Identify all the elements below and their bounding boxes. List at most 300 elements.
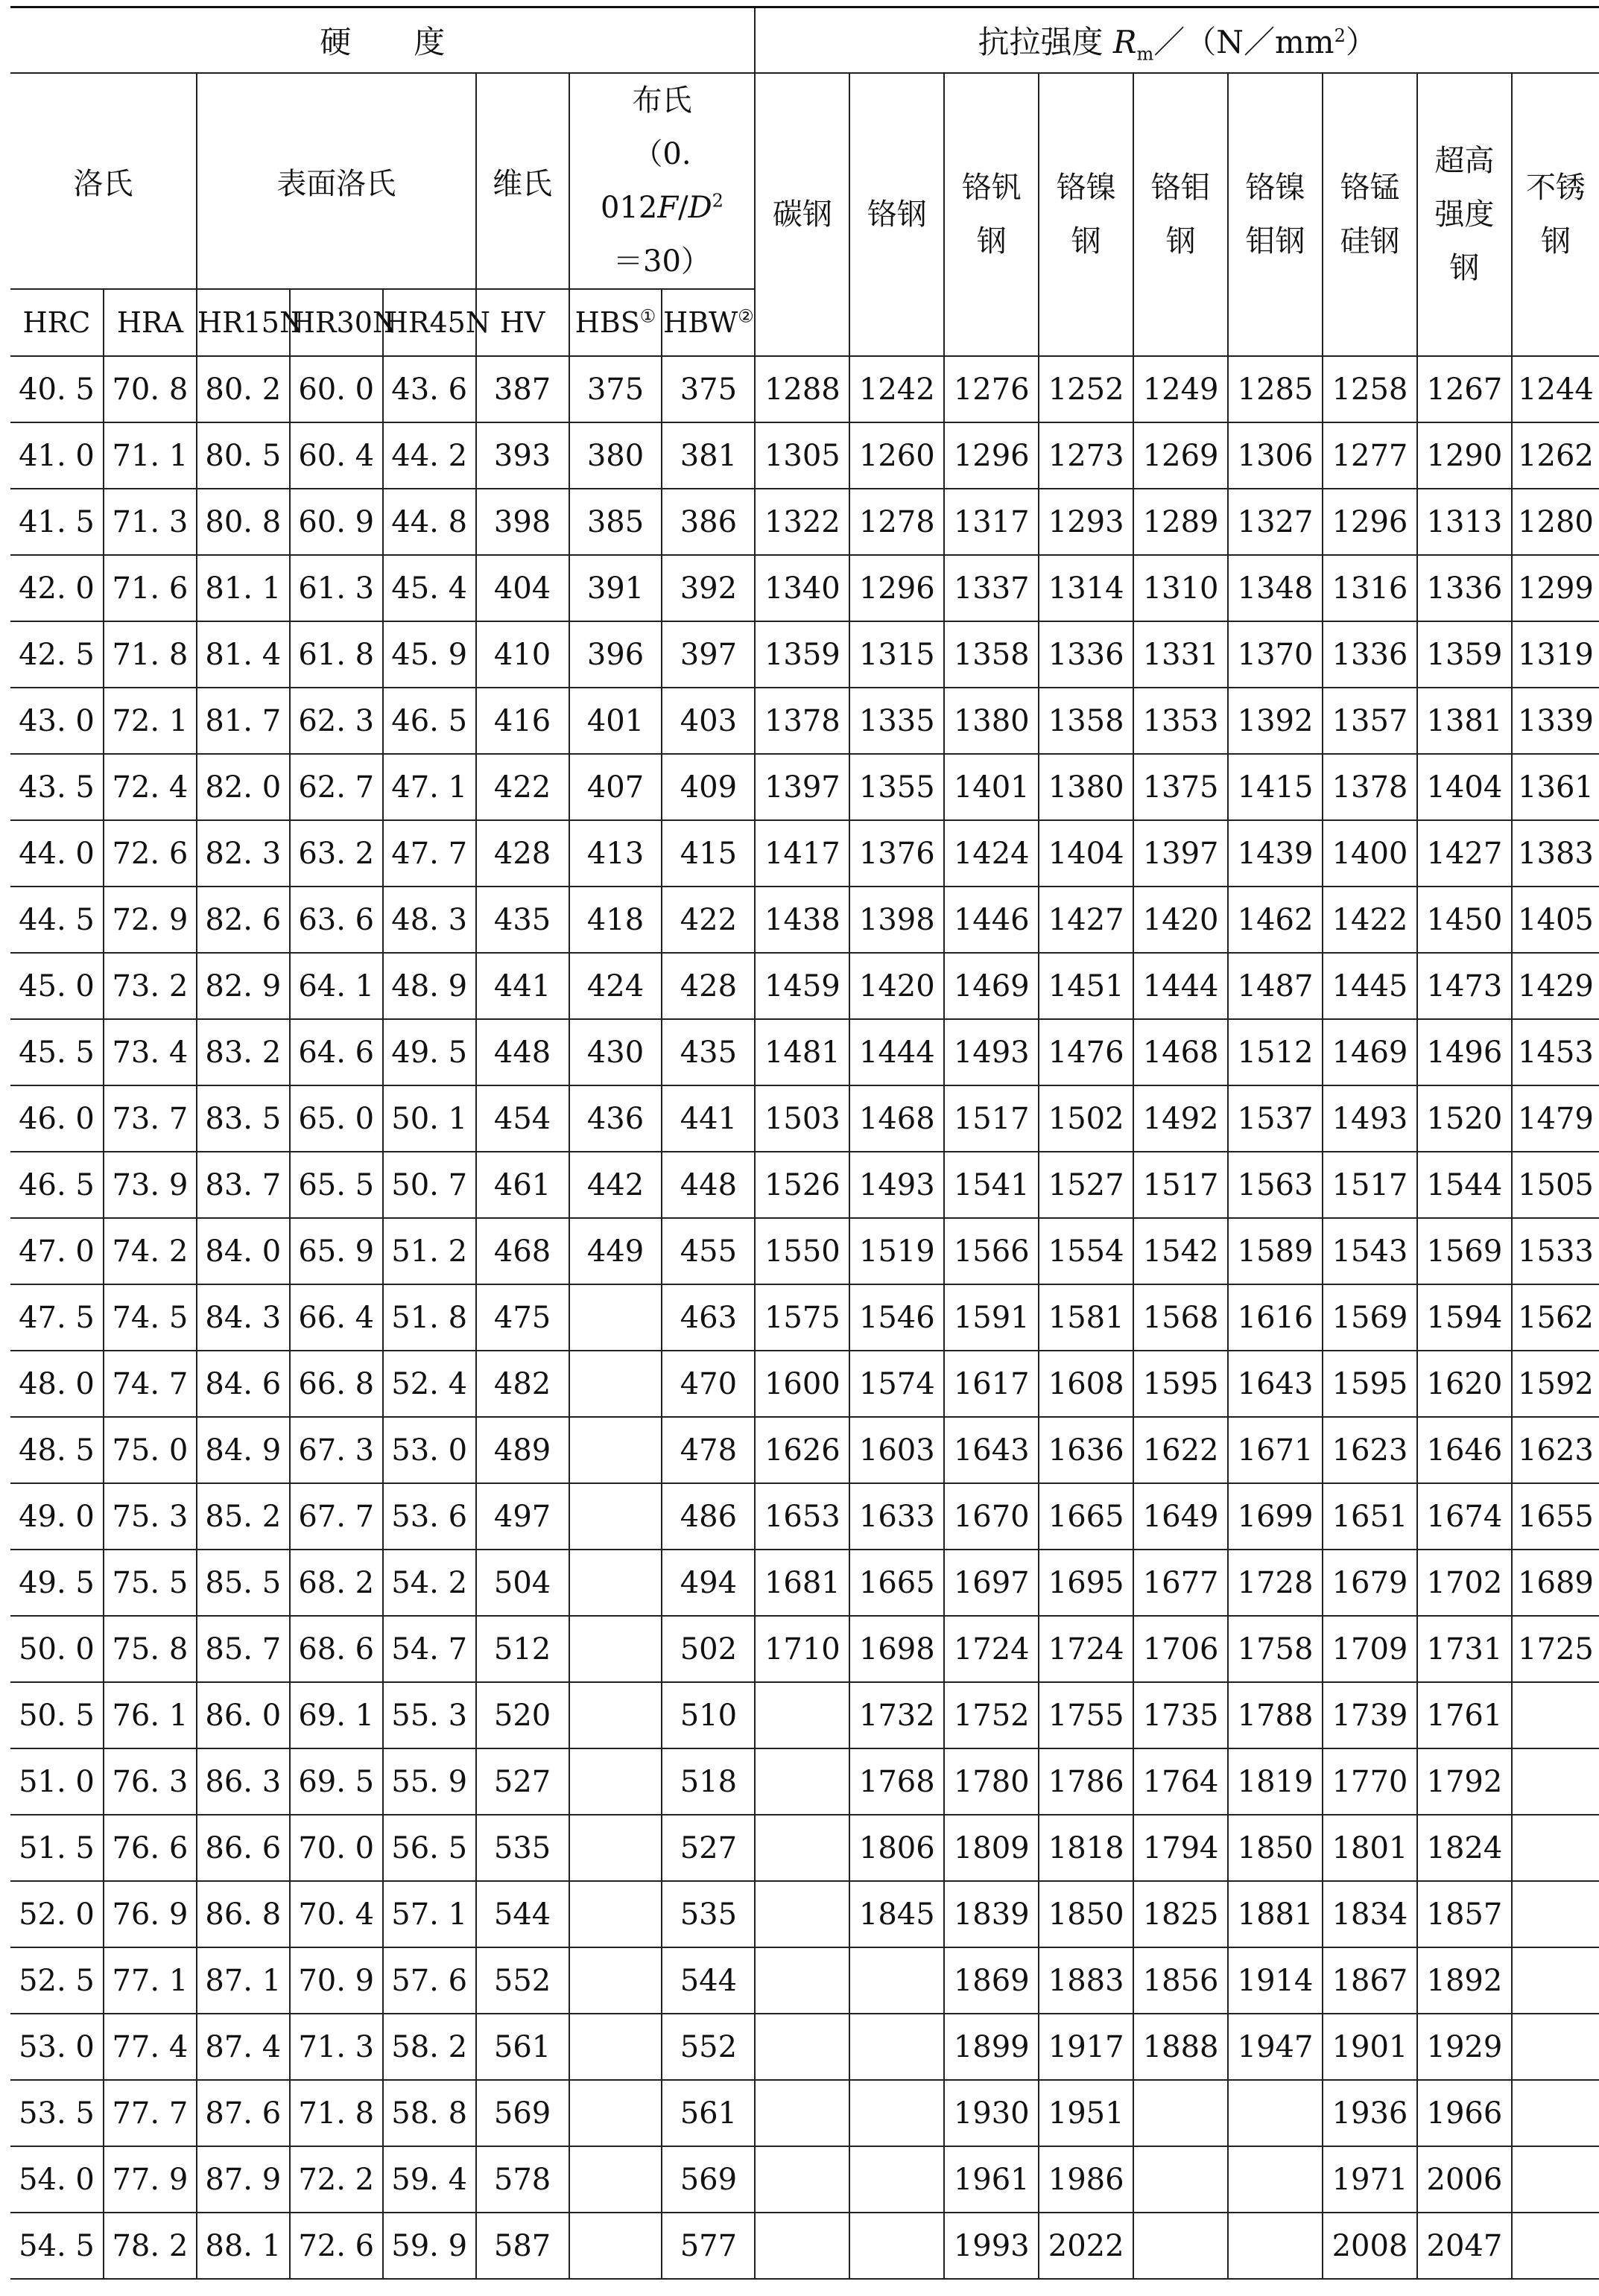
table-cell bbox=[849, 2146, 944, 2213]
table-cell: 1806 bbox=[849, 1815, 944, 1881]
table-cell: 60. 9 bbox=[290, 489, 383, 555]
table-cell: 1562 bbox=[1512, 1284, 1599, 1351]
table-cell: 1327 bbox=[1228, 489, 1323, 555]
table-cell: 397 bbox=[662, 621, 755, 688]
table-cell: 1541 bbox=[944, 1152, 1039, 1218]
table-cell: 1930 bbox=[944, 2080, 1039, 2146]
table-row bbox=[10, 2213, 1599, 2279]
rockwell-header: 洛氏 bbox=[10, 73, 197, 289]
table-cell bbox=[755, 1682, 849, 1748]
steel-col-line: 钢 bbox=[976, 224, 1007, 259]
table-cell: 49. 5 bbox=[10, 1550, 104, 1616]
table-cell: 1439 bbox=[1228, 820, 1323, 887]
table-cell: 1359 bbox=[755, 621, 849, 688]
table-cell bbox=[569, 1550, 662, 1616]
table-row bbox=[10, 2014, 1599, 2080]
table-cell: 1883 bbox=[1039, 1947, 1133, 2014]
table-cell: 70. 4 bbox=[290, 1881, 383, 1947]
table-cell: 1563 bbox=[1228, 1152, 1323, 1218]
table-cell: 50. 5 bbox=[10, 1682, 104, 1748]
table-cell: 2008 bbox=[1323, 2213, 1417, 2279]
table-cell: 54. 7 bbox=[383, 1616, 476, 1682]
table-cell: 1867 bbox=[1323, 1947, 1417, 2014]
table-cell: 46. 0 bbox=[10, 1085, 104, 1152]
table-cell bbox=[755, 1815, 849, 1881]
table-cell: 74. 2 bbox=[104, 1218, 197, 1284]
table-cell: 83. 5 bbox=[197, 1085, 290, 1152]
table-cell: 418 bbox=[569, 887, 662, 953]
steel-col-line: 碳钢 bbox=[772, 197, 832, 232]
table-cell: 1527 bbox=[1039, 1152, 1133, 1218]
table-cell: 454 bbox=[476, 1085, 569, 1152]
table-cell: 81. 1 bbox=[197, 555, 290, 621]
table-cell: 1438 bbox=[755, 887, 849, 953]
table-cell bbox=[1512, 1881, 1599, 1947]
table-cell: 47. 5 bbox=[10, 1284, 104, 1351]
table-cell: 1492 bbox=[1133, 1085, 1228, 1152]
hardness-conversion-table bbox=[10, 6, 1599, 2280]
table-cell: 463 bbox=[662, 1284, 755, 1351]
table-cell: 1503 bbox=[755, 1085, 849, 1152]
table-cell: 1422 bbox=[1323, 887, 1417, 953]
table-cell bbox=[1133, 2146, 1228, 2213]
table-cell: 1651 bbox=[1323, 1483, 1417, 1550]
table-cell: 1296 bbox=[944, 422, 1039, 489]
table-cell: 71. 6 bbox=[104, 555, 197, 621]
table-cell: 1405 bbox=[1512, 887, 1599, 953]
hardness-group-header: 硬 度 bbox=[10, 7, 755, 74]
table-cell: 1739 bbox=[1323, 1682, 1417, 1748]
table-cell bbox=[755, 2213, 849, 2279]
table-cell: 53. 6 bbox=[383, 1483, 476, 1550]
table-cell: 1546 bbox=[849, 1284, 944, 1351]
table-cell: 1706 bbox=[1133, 1616, 1228, 1682]
table-cell: 1792 bbox=[1417, 1748, 1512, 1815]
table-cell: 1417 bbox=[755, 820, 849, 887]
table-cell: 512 bbox=[476, 1616, 569, 1682]
table-row bbox=[10, 953, 1599, 1019]
table-cell: 1313 bbox=[1417, 489, 1512, 555]
table-cell: 552 bbox=[662, 2014, 755, 2080]
table-cell: 1290 bbox=[1417, 422, 1512, 489]
table-cell: 1267 bbox=[1417, 356, 1512, 422]
table-cell bbox=[569, 1881, 662, 1947]
table-cell: 1269 bbox=[1133, 422, 1228, 489]
table-cell: 413 bbox=[569, 820, 662, 887]
table-cell: 1732 bbox=[849, 1682, 944, 1748]
table-cell: 1289 bbox=[1133, 489, 1228, 555]
table-cell: 76. 6 bbox=[104, 1815, 197, 1881]
table-cell: 1401 bbox=[944, 754, 1039, 820]
table-cell bbox=[755, 2146, 849, 2213]
table-cell: 1665 bbox=[1039, 1483, 1133, 1550]
table-cell: 520 bbox=[476, 1682, 569, 1748]
table-cell: 422 bbox=[476, 754, 569, 820]
table-cell: 50. 0 bbox=[10, 1616, 104, 1682]
table-cell: 409 bbox=[662, 754, 755, 820]
table-cell: 70. 9 bbox=[290, 1947, 383, 2014]
table-row bbox=[10, 356, 1599, 422]
table-cell: 1636 bbox=[1039, 1417, 1133, 1483]
table-row bbox=[10, 1284, 1599, 1351]
table-cell: 86. 8 bbox=[197, 1881, 290, 1947]
table-cell: 1643 bbox=[944, 1417, 1039, 1483]
table-cell: 1824 bbox=[1417, 1815, 1512, 1881]
table-cell: 80. 8 bbox=[197, 489, 290, 555]
table-cell: 1566 bbox=[944, 1218, 1039, 1284]
table-cell: 1728 bbox=[1228, 1550, 1323, 1616]
table-cell: 1316 bbox=[1323, 555, 1417, 621]
table-cell: 1459 bbox=[755, 953, 849, 1019]
table-cell: 1359 bbox=[1417, 621, 1512, 688]
table-cell bbox=[1133, 2080, 1228, 2146]
table-cell: 82. 6 bbox=[197, 887, 290, 953]
table-row bbox=[10, 2080, 1599, 2146]
table-cell: 1420 bbox=[849, 953, 944, 1019]
table-cell: 86. 0 bbox=[197, 1682, 290, 1748]
steel-col-line: 钢 bbox=[1165, 224, 1196, 259]
table-cell: 442 bbox=[569, 1152, 662, 1218]
table-cell bbox=[1228, 2080, 1323, 2146]
table-cell: 1397 bbox=[1133, 820, 1228, 887]
table-cell: 1293 bbox=[1039, 489, 1133, 555]
table-cell: 1689 bbox=[1512, 1550, 1599, 1616]
table-cell: 1622 bbox=[1133, 1417, 1228, 1483]
table-cell: 1392 bbox=[1228, 688, 1323, 754]
table-cell: 67. 3 bbox=[290, 1417, 383, 1483]
table-cell: 1404 bbox=[1039, 820, 1133, 887]
table-cell bbox=[1512, 1682, 1599, 1748]
table-cell: 387 bbox=[476, 356, 569, 422]
table-cell: 1947 bbox=[1228, 2014, 1323, 2080]
table-cell: 1244 bbox=[1512, 356, 1599, 422]
steel-col-1 bbox=[849, 73, 944, 356]
table-cell: 1336 bbox=[1039, 621, 1133, 688]
table-cell: 1445 bbox=[1323, 953, 1417, 1019]
table-cell: 66. 8 bbox=[290, 1351, 383, 1417]
table-cell: 77. 1 bbox=[104, 1947, 197, 2014]
table-cell: 1370 bbox=[1228, 621, 1323, 688]
table-cell: 76. 1 bbox=[104, 1682, 197, 1748]
table-cell: 1653 bbox=[755, 1483, 849, 1550]
table-cell: 1544 bbox=[1417, 1152, 1512, 1218]
table-cell: 1526 bbox=[755, 1152, 849, 1218]
table-cell: 401 bbox=[569, 688, 662, 754]
table-cell: 1336 bbox=[1323, 621, 1417, 688]
steel-col-line: 铬锰 bbox=[1340, 171, 1400, 205]
table-cell: 1892 bbox=[1417, 1947, 1512, 2014]
table-cell: 73. 2 bbox=[104, 953, 197, 1019]
table-cell bbox=[849, 2014, 944, 2080]
table-cell: 1608 bbox=[1039, 1351, 1133, 1417]
table-cell: 68. 6 bbox=[290, 1616, 383, 1682]
table-cell: 51. 8 bbox=[383, 1284, 476, 1351]
table-cell: 44. 8 bbox=[383, 489, 476, 555]
table-cell: 66. 4 bbox=[290, 1284, 383, 1351]
table-cell: 63. 6 bbox=[290, 887, 383, 953]
table-cell: 48. 9 bbox=[383, 953, 476, 1019]
table-row bbox=[10, 422, 1599, 489]
table-cell: 64. 6 bbox=[290, 1019, 383, 1085]
table-cell bbox=[755, 2080, 849, 2146]
table-cell: 1936 bbox=[1323, 2080, 1417, 2146]
table-cell: 70. 0 bbox=[290, 1815, 383, 1881]
table-cell: 42. 5 bbox=[10, 621, 104, 688]
table-cell: 1857 bbox=[1417, 1881, 1512, 1947]
table-cell: 391 bbox=[569, 555, 662, 621]
table-cell: 2006 bbox=[1417, 2146, 1512, 2213]
steel-col-line: 钢 bbox=[1449, 251, 1480, 285]
table-cell: 1427 bbox=[1039, 887, 1133, 953]
table-cell: 1550 bbox=[755, 1218, 849, 1284]
table-cell: 60. 4 bbox=[290, 422, 383, 489]
table-cell: 52. 4 bbox=[383, 1351, 476, 1417]
table-cell: 1592 bbox=[1512, 1351, 1599, 1417]
steel-col-line: 钼钢 bbox=[1245, 224, 1305, 259]
table-cell: 59. 4 bbox=[383, 2146, 476, 2213]
table-cell: 67. 7 bbox=[290, 1483, 383, 1550]
table-cell: 1595 bbox=[1323, 1351, 1417, 1417]
steel-col-line: 铬钢 bbox=[867, 197, 927, 232]
table-row bbox=[10, 1881, 1599, 1947]
table-cell: 1249 bbox=[1133, 356, 1228, 422]
table-cell: 569 bbox=[662, 2146, 755, 2213]
table-cell bbox=[755, 1748, 849, 1815]
table-cell: 1595 bbox=[1133, 1351, 1228, 1417]
table-cell bbox=[569, 1947, 662, 2014]
table-cell: 48. 5 bbox=[10, 1417, 104, 1483]
table-cell: 415 bbox=[662, 820, 755, 887]
table-row bbox=[10, 1218, 1599, 1284]
table-cell: 1594 bbox=[1417, 1284, 1512, 1351]
table-cell: 1917 bbox=[1039, 2014, 1133, 2080]
table-cell: 502 bbox=[662, 1616, 755, 1682]
brinell-line2: （0. $012F/D^2$ bbox=[600, 137, 723, 225]
steel-col-3 bbox=[1039, 73, 1133, 356]
table-cell: 1542 bbox=[1133, 1218, 1228, 1284]
table-cell: 1758 bbox=[1228, 1616, 1323, 1682]
table-cell: 1623 bbox=[1323, 1417, 1417, 1483]
table-cell: 1569 bbox=[1417, 1218, 1512, 1284]
table-cell: 1818 bbox=[1039, 1815, 1133, 1881]
table-cell: 1468 bbox=[1133, 1019, 1228, 1085]
table-cell: 448 bbox=[662, 1152, 755, 1218]
steel-col-line: 铬镍 bbox=[1056, 171, 1116, 205]
steel-col-line: 铬钒 bbox=[961, 171, 1022, 205]
table-cell: 60. 0 bbox=[290, 356, 383, 422]
table-cell: 45. 5 bbox=[10, 1019, 104, 1085]
table-cell bbox=[849, 2080, 944, 2146]
table-cell: 497 bbox=[476, 1483, 569, 1550]
table-cell: 1398 bbox=[849, 887, 944, 953]
table-cell: 1591 bbox=[944, 1284, 1039, 1351]
table-cell: 72. 4 bbox=[104, 754, 197, 820]
table-cell: 1468 bbox=[849, 1085, 944, 1152]
table-cell: 1336 bbox=[1417, 555, 1512, 621]
table-cell: 85. 5 bbox=[197, 1550, 290, 1616]
table-cell: 59. 9 bbox=[383, 2213, 476, 2279]
table-cell: 561 bbox=[476, 2014, 569, 2080]
table-cell: 1993 bbox=[944, 2213, 1039, 2279]
table-cell: 44. 2 bbox=[383, 422, 476, 489]
table-cell: 1679 bbox=[1323, 1550, 1417, 1616]
table-cell: 1429 bbox=[1512, 953, 1599, 1019]
table-cell: 87. 1 bbox=[197, 1947, 290, 2014]
table-cell: 441 bbox=[476, 953, 569, 1019]
table-cell: 489 bbox=[476, 1417, 569, 1483]
table-cell: 62. 3 bbox=[290, 688, 383, 754]
table-cell: 398 bbox=[476, 489, 569, 555]
table-cell: 475 bbox=[476, 1284, 569, 1351]
table-cell: 1626 bbox=[755, 1417, 849, 1483]
table-cell bbox=[569, 1616, 662, 1682]
table-cell: 1378 bbox=[1323, 754, 1417, 820]
table-cell: 61. 3 bbox=[290, 555, 383, 621]
table-cell: 54. 0 bbox=[10, 2146, 104, 2213]
table-cell: 435 bbox=[476, 887, 569, 953]
table-cell: 1493 bbox=[1323, 1085, 1417, 1152]
table-cell: 1260 bbox=[849, 422, 944, 489]
table-cell: 1378 bbox=[755, 688, 849, 754]
table-cell: 71. 8 bbox=[290, 2080, 383, 2146]
table-cell: 63. 2 bbox=[290, 820, 383, 887]
table-cell: 47. 7 bbox=[383, 820, 476, 887]
table-cell: 1424 bbox=[944, 820, 1039, 887]
table-cell: 1337 bbox=[944, 555, 1039, 621]
table-cell bbox=[849, 1947, 944, 2014]
table-cell: 84. 9 bbox=[197, 1417, 290, 1483]
table-cell: 1794 bbox=[1133, 1815, 1228, 1881]
table-cell: 424 bbox=[569, 953, 662, 1019]
table-cell: 1951 bbox=[1039, 2080, 1133, 2146]
table-cell: 1444 bbox=[1133, 953, 1228, 1019]
table-cell: 58. 8 bbox=[383, 2080, 476, 2146]
table-cell: 57. 6 bbox=[383, 1947, 476, 2014]
table-cell bbox=[1228, 2213, 1323, 2279]
table-cell: 1623 bbox=[1512, 1417, 1599, 1483]
table-cell: 577 bbox=[662, 2213, 755, 2279]
table-cell bbox=[569, 1682, 662, 1748]
table-cell: 71. 8 bbox=[104, 621, 197, 688]
table-cell: 1643 bbox=[1228, 1351, 1323, 1417]
table-cell: 478 bbox=[662, 1417, 755, 1483]
table-cell: 386 bbox=[662, 489, 755, 555]
brinell-line3: ＝30） bbox=[613, 244, 711, 279]
table-cell: 1397 bbox=[755, 754, 849, 820]
table-cell: 77. 4 bbox=[104, 2014, 197, 2080]
table-cell: 1420 bbox=[1133, 887, 1228, 953]
table-cell: 74. 7 bbox=[104, 1351, 197, 1417]
table-cell: 75. 3 bbox=[104, 1483, 197, 1550]
table-cell bbox=[755, 1881, 849, 1947]
table-cell: 1695 bbox=[1039, 1550, 1133, 1616]
table-cell: 385 bbox=[569, 489, 662, 555]
table-cell: 1600 bbox=[755, 1351, 849, 1417]
hbs-header: HBS① bbox=[569, 289, 662, 356]
table-cell: 2022 bbox=[1039, 2213, 1133, 2279]
steel-col-line: 钢 bbox=[1540, 224, 1571, 259]
table-cell: 1568 bbox=[1133, 1284, 1228, 1351]
steel-col-line: 硅钢 bbox=[1340, 224, 1400, 259]
table-cell: 40. 5 bbox=[10, 356, 104, 422]
table-cell: 1543 bbox=[1323, 1218, 1417, 1284]
table-cell: 48. 0 bbox=[10, 1351, 104, 1417]
table-cell: 470 bbox=[662, 1351, 755, 1417]
table-cell: 552 bbox=[476, 1947, 569, 2014]
table-cell: 1589 bbox=[1228, 1218, 1323, 1284]
table-cell: 1665 bbox=[849, 1550, 944, 1616]
table-cell: 1520 bbox=[1417, 1085, 1512, 1152]
table-cell: 61. 8 bbox=[290, 621, 383, 688]
table-cell: 80. 5 bbox=[197, 422, 290, 489]
table-cell bbox=[1512, 2146, 1599, 2213]
table-row bbox=[10, 1417, 1599, 1483]
table-cell: 375 bbox=[569, 356, 662, 422]
steel-col-0 bbox=[755, 73, 849, 356]
table-cell: 1358 bbox=[944, 621, 1039, 688]
table-cell bbox=[569, 1284, 662, 1351]
table-cell: 455 bbox=[662, 1218, 755, 1284]
table-cell: 1764 bbox=[1133, 1748, 1228, 1815]
steel-col-line: 超高 bbox=[1434, 144, 1495, 178]
table-cell: 461 bbox=[476, 1152, 569, 1218]
table-cell: 1353 bbox=[1133, 688, 1228, 754]
table-cell: 83. 7 bbox=[197, 1152, 290, 1218]
table-cell: 1296 bbox=[1323, 489, 1417, 555]
table-cell: 1339 bbox=[1512, 688, 1599, 754]
table-cell: 504 bbox=[476, 1550, 569, 1616]
tensile-prefix: 抗拉强度 bbox=[978, 24, 1113, 60]
table-cell: 1697 bbox=[944, 1550, 1039, 1616]
table-cell: 1469 bbox=[1323, 1019, 1417, 1085]
table-cell: 50. 7 bbox=[383, 1152, 476, 1218]
table-cell: 1834 bbox=[1323, 1881, 1417, 1947]
table-cell: 76. 3 bbox=[104, 1748, 197, 1815]
table-cell: 1724 bbox=[1039, 1616, 1133, 1682]
table-cell: 1709 bbox=[1323, 1616, 1417, 1682]
table-cell: 87. 4 bbox=[197, 2014, 290, 2080]
table-cell: 1971 bbox=[1323, 2146, 1417, 2213]
table-cell: 1383 bbox=[1512, 820, 1599, 887]
table-cell: 1277 bbox=[1323, 422, 1417, 489]
table-cell bbox=[1512, 1815, 1599, 1881]
table-cell: 535 bbox=[476, 1815, 569, 1881]
table-cell: 1702 bbox=[1417, 1550, 1512, 1616]
table-cell bbox=[569, 1351, 662, 1417]
table-cell: 1819 bbox=[1228, 1748, 1323, 1815]
table-cell: 1752 bbox=[944, 1682, 1039, 1748]
brinell-line1: 布氏 bbox=[632, 83, 692, 118]
table-cell: 1340 bbox=[755, 555, 849, 621]
table-cell bbox=[569, 2213, 662, 2279]
table-cell: 1319 bbox=[1512, 621, 1599, 688]
table-cell: 87. 6 bbox=[197, 2080, 290, 2146]
table-cell: 436 bbox=[569, 1085, 662, 1152]
table-cell: 1881 bbox=[1228, 1881, 1323, 1947]
table-cell: 77. 9 bbox=[104, 2146, 197, 2213]
table-cell: 428 bbox=[662, 953, 755, 1019]
table-cell: 1462 bbox=[1228, 887, 1323, 953]
table-cell: 84. 3 bbox=[197, 1284, 290, 1351]
table-cell: 43. 0 bbox=[10, 688, 104, 754]
table-cell: 510 bbox=[662, 1682, 755, 1748]
table-row bbox=[10, 2146, 1599, 2213]
steel-col-line: 强度 bbox=[1434, 197, 1495, 232]
table-cell: 544 bbox=[662, 1947, 755, 2014]
table-cell: 1512 bbox=[1228, 1019, 1323, 1085]
steel-col-7 bbox=[1417, 73, 1512, 356]
vickers-header: 维氏 bbox=[476, 73, 569, 289]
